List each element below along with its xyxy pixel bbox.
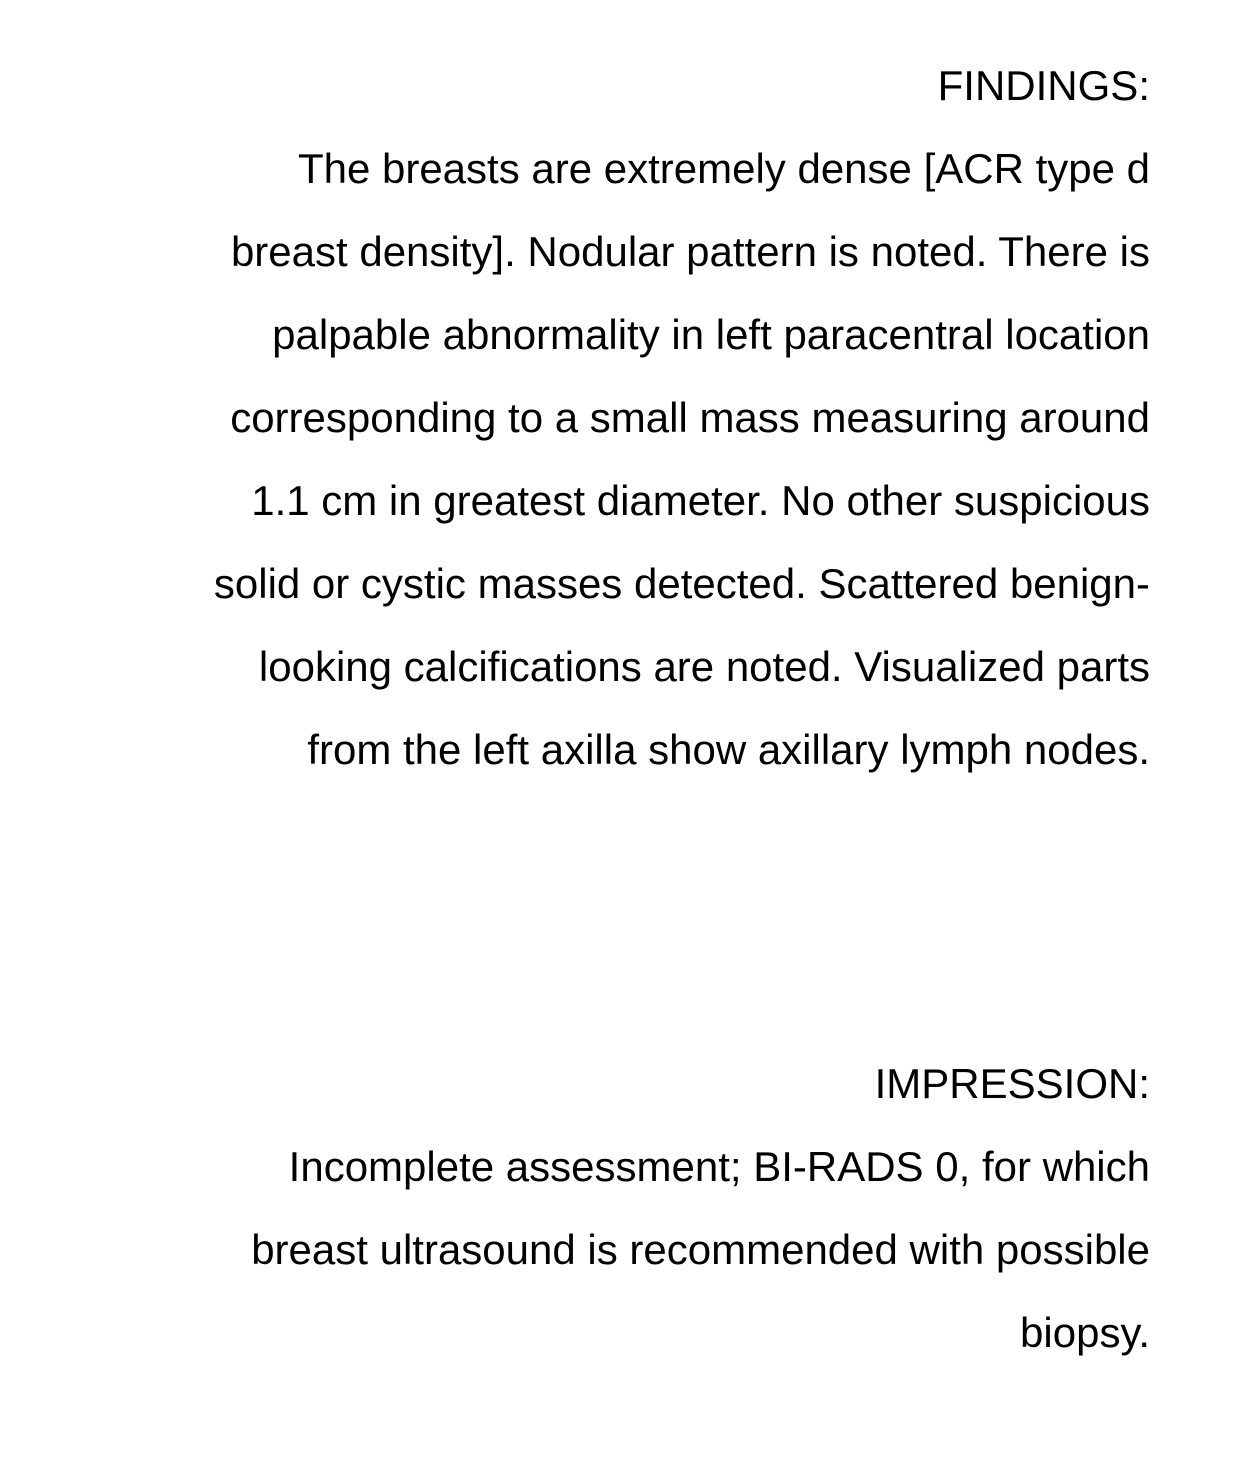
findings-line: 1.1 cm in greatest diameter. No other suspicious (251, 477, 1150, 524)
findings-line: breast density]. Nodular pattern is noted. There is (230, 228, 1150, 275)
findings-line: palpable abnormality in left paracentral location (272, 311, 1150, 358)
findings-heading: FINDINGS: (937, 62, 1150, 109)
findings-line: from the left axilla show axillary lymph nodes. (307, 726, 1150, 773)
findings-line: corresponding to a small mass measuring around (230, 394, 1150, 441)
impression-line: breast ultrasound is recommended with possible (251, 1226, 1150, 1273)
findings-line: solid or cystic masses detected. Scattered benign- (213, 560, 1150, 607)
impression-line: Incomplete assessment; BI-RADS 0, for which (288, 1143, 1150, 1190)
findings-line: looking calcifications are noted. Visualized parts (258, 643, 1150, 690)
impression-heading: IMPRESSION: (874, 1060, 1150, 1107)
impression-line: biopsy. (1020, 1309, 1150, 1356)
findings-line: The breasts are extremely dense [ACR type d (297, 145, 1150, 192)
